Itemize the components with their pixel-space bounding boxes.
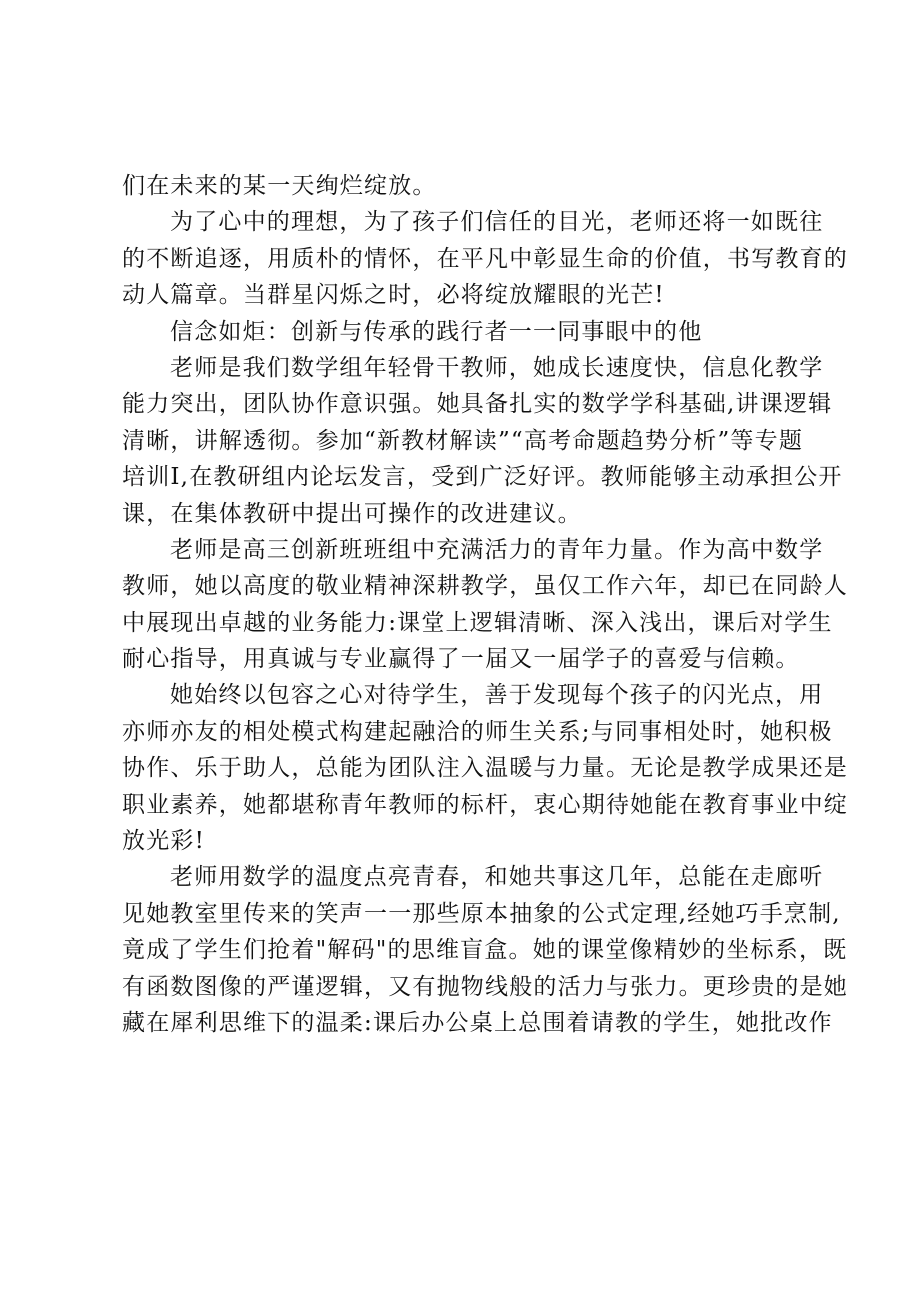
text-line: 老师用数学的温度点亮青春，和她共事这几年，总能在走廊听 xyxy=(170,864,824,891)
text-line: 见她教室里传来的笑声一一那些原本抽象的公式定理,经她巧手烹制, xyxy=(122,900,841,927)
text-line: 们在未来的某一天绚烂绽放。 xyxy=(122,173,437,199)
text-line: 培训I,在教研组内论坛发言，受到广泛好评。教师能够主动承担公开 xyxy=(122,464,843,491)
text-line: 信念如炬：创新与传承的践行者一一同事眼中的他 xyxy=(170,318,703,345)
text-line: 能力突出，团队协作意识强。她具备扎实的数学学科基础,讲课逻辑 xyxy=(122,391,833,418)
text-line: 职业素养，她都堪称青年教师的标杆，衷心期待她能在教育事业中绽 xyxy=(122,791,848,818)
text-line: 放光彩! xyxy=(122,828,206,855)
text-line: 老师是高三创新班班组中充满活力的青年力量。作为高中数学 xyxy=(170,536,824,563)
text-line: 老师是我们数学组年轻骨干教师，她成长速度快，信息化教学 xyxy=(170,354,824,381)
text-line: 她始终以包容之心对待学生，善于发现每个孩子的闪光点，用 xyxy=(170,682,824,709)
text-line: 藏在犀利思维下的温柔:课后办公桌上总围着请教的学生，她批改作 xyxy=(122,1009,833,1036)
text-line: 有函数图像的严谨逻辑，又有抛物线般的活力与张力。更珍贵的是她 xyxy=(122,973,848,1000)
text-line: 耐心指导，用真诚与专业赢得了一届又一届学子的喜爱与信赖。 xyxy=(122,646,800,673)
text-line: 协作、乐于助人，总能为团队注入温暖与力量。无论是教学成果还是 xyxy=(122,755,848,782)
text-line: 亦师亦友的相处模式构建起融洽的师生关系;与同事相处时，她积极 xyxy=(122,718,833,745)
text-line: 教师，她以高度的敬业精神深耕教学，虽仅工作六年，却已在同龄人 xyxy=(122,573,848,600)
text-line: 的不断追逐，用质朴的情怀，在平凡中彰显生命的价值，书写教育的 xyxy=(122,245,848,272)
text-line: 课，在集体教研中提出可操作的改进建议。 xyxy=(122,500,582,527)
text-line: 中展现出卓越的业务能力:课堂上逻辑清晰、深入浅出，课后对学生 xyxy=(122,609,833,636)
text-line: 清晰，讲解透彻。参加“新教材解读”“高考命题趋势分析”等专题 xyxy=(122,427,804,454)
text-line: 动人篇章。当群星闪烁之时，必将绽放耀眼的光芒! xyxy=(122,282,665,309)
text-line: 为了心中的理想，为了孩子们信任的目光，老师还将一如既往 xyxy=(170,209,824,236)
document-body xyxy=(122,168,848,1041)
text-line: 竟成了学生们抢着"解码"的思维盲盒。她的课堂像精妙的坐标系，既 xyxy=(122,937,848,964)
